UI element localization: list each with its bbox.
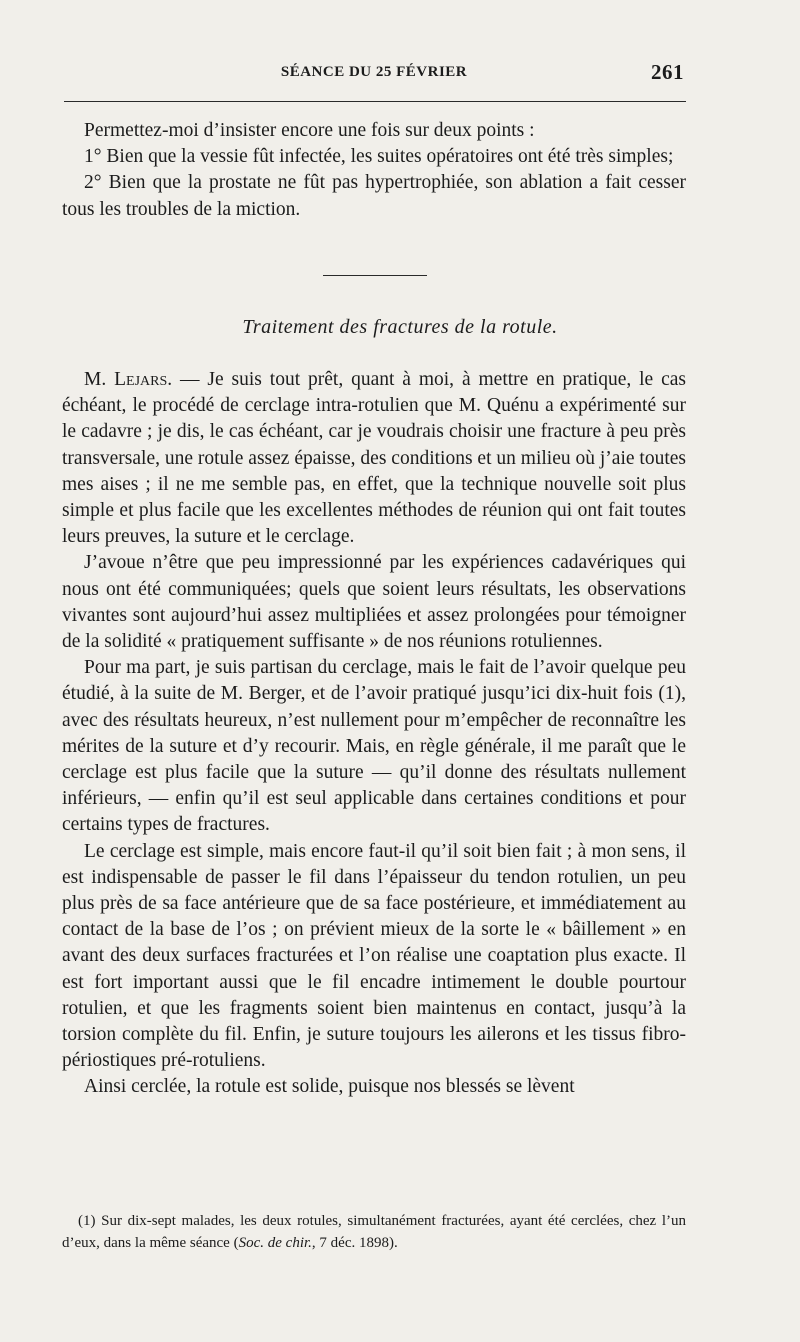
speaker-text: . — Je suis tout prêt, quant à moi, à mettre en pratique, le cas échéant, le procédé de cerclage intra-rotulien que M. Quénu a expérimenté sur le cadavre ; je dis, le cas échéant, car je voudrais choisir une fracture à peu près transversale, une rotule assez épaisse, des conditions et un milieu où j’aie toutes mes aises ; il ne me semble pas, en effet, que la technique nouvelle soit plus simple et plus facile que les excellentes méthodes de réunion qui ont fait toutes leurs preuves, la suture et le cerclage. [62,369,687,548]
speaker-prefix: M. [84,369,115,390]
body-paragraph: Ainsi cerclée, la rotule est solide, puisque nos blessés se lèvent [84,1076,575,1098]
footnote-text [62,1210,686,1254]
header-rule [64,101,686,102]
intro-paragraph: 2° Bien que la prostate ne fût pas hypertrophiée, son ablation a fait cesser tous les troubles de la miction. [62,172,686,220]
main-text [62,367,686,1101]
page-number: 261 [651,60,684,84]
footnote [62,1210,686,1254]
body-paragraph: J’avoue n’être que peu impressionné par les expériences cadavériques qui nous ont été communiquées; quels que soient leurs résultats, les observations vivantes sont aujourd’hui assez multipliées et assez prolongées pour témoigner de la solidité « pratiquement suffisante » de nos réunions rotuliennes. [62,552,686,653]
intro-paragraph: Permettez-moi d’insister encore une fois sur deux points : [84,120,535,141]
footnote-text-before: (1) Sur dix-sept malades, les deux rotules, simultanément fracturées, ayant été cerclées, chez l’un d’eux, dans la même séance ( [62,1213,686,1251]
running-head [64,62,684,86]
speaker-name: Lejars [114,369,168,390]
footnote-citation: Soc. de chir. [238,1235,312,1251]
footnote-text-after: , 7 déc. 1898). [311,1235,398,1251]
speaker-paragraph [62,367,686,550]
section-divider [323,275,427,276]
running-title: SÉANCE DU 25 FÉVRIER [280,64,468,80]
body-paragraph: Pour ma part, je suis partisan du cerclage, mais le fait de l’avoir quelque peu étudié, à la suite de M. Berger, et de l’avoir pratiqué jusqu’ici dix-huit fois (1), avec des résultats heureux, n’est nullement pour m’empêcher de reconnaître les mérites de la suture et d’y recourir. Mais, en règle générale, il me paraît que le cerclage est plus facile que la suture — qu’il donne des résultats nullement inférieurs, — enfin qu’il est seul applicable dans certaines conditions et pour certains types de fractures. [62,657,686,836]
intro-text [62,118,686,223]
section-title: Traitement des fractures de la rotule. [242,316,558,338]
intro-paragraph: 1° Bien que la vessie fût infectée, les suites opératoires ont été très simples; [84,146,674,168]
body-paragraph: Le cerclage est simple, mais encore faut-il qu’il soit bien fait ; à mon sens, il est indispensable de passer le fil dans l’épaisseur du tendon rotulien, un peu plus près de sa face antérieure que de sa face postérieure, et immédiatement au contact de la base de l’os ; on prévient mieux de la sorte le « bâillement » en avant des deux surfaces fracturées et l’on réalise une coaptation plus exacte. Il est fort important aussi que le fil encadre intimement le double pourtour rotulien, et que les fragments soient bien maintenus en contact, jusqu’à la torsion complète du fil. Enfin, je suture toujours les ailerons et les tissus fibro-périostiques pré-rotuliens. [62,840,686,1072]
